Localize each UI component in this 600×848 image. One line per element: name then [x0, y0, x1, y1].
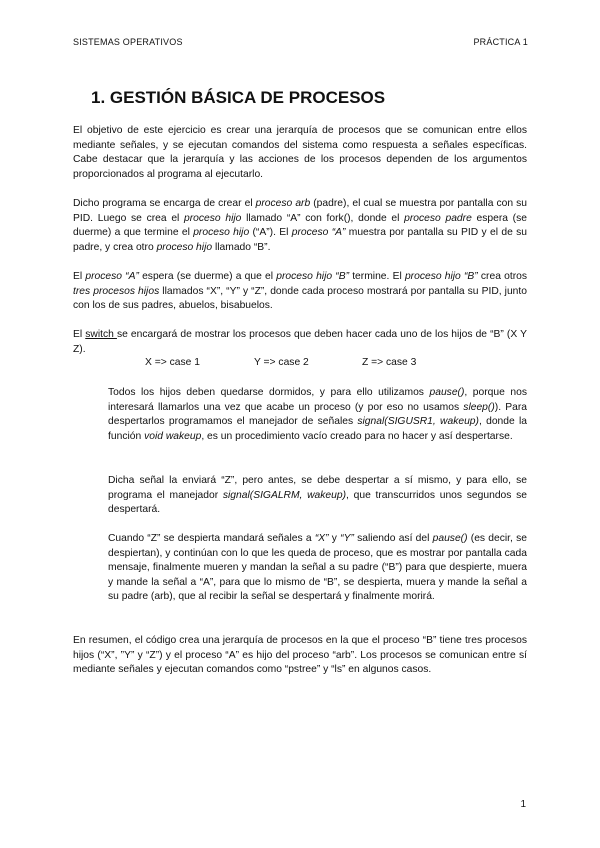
case-y: Y => case 2	[254, 357, 309, 368]
paragraph-summary: En resumen, el código crea una jerarquía de procesos en la que el proceso “B” tiene tres procesos hijos (“X”, ”Y” y “Z”) y el proceso “A” es hijo del proceso “arb”. Los procesos se comunican entre sí mediante señales y ejecutan comandos como “pstree” y “ls” en algunos casos.	[73, 635, 527, 676]
paragraph-pause: Todos los hijos deben quedarse dormidos, y para ello utilizamos pause(), porque nos interesará llamarlos una vez que acabe un proceso (y por eso no usamos sleep()). Para despertarlos programamos el manejador de señales signal(SIGUSR1, wakeup), donde la función void wakeup, es un procedimiento vacío creado para no hacer y así despertarse.	[108, 387, 528, 442]
paragraph-process-a: El proceso “A” espera (se duerme) a que el proceso hijo “B” termine. El proceso hijo “B” crea otros tres procesos hijos llamados “X”, “Y” y “Z”, donde cada proceso mostrará por pantalla su PID, junto con los de sus padres, abuelos, bisabuelos.	[73, 271, 527, 312]
paragraph-program: Dicho programa se encarga de crear el proceso arb (padre), el cual se muestra por pantalla con su PID. Luego se crea el proceso hijo llamado “A” con fork(), donde el proceso padre espera (se duerme) a que termine el proceso hijo (“A”). El proceso “A” muestra por pantalla su PID y el de su padre, y crea otro proceso hijo llamado “B”.	[73, 198, 527, 253]
header-left: SISTEMAS OPERATIVOS	[73, 37, 183, 47]
section-title: 1. GESTIÓN BÁSICA DE PROCESOS	[91, 88, 386, 107]
header-right: PRÁCTICA 1	[473, 37, 528, 47]
paragraph-objective: El objetivo de este ejercicio es crear una jerarquía de procesos que se comunican entre ellos mediante señales, y se ejecutan comandos del sistema como respuesta a señales específicas. Cabe destacar que la jerarquía y las acciones de los procesos dependen de los argumentos proporcionados al programa al ejecutarlo.	[73, 125, 527, 180]
case-z: Z => case 3	[362, 357, 417, 368]
paragraph-switch: El switch se encargará de mostrar los procesos que deben hacer cada uno de los hijos de “B” (X Y Z).	[73, 329, 527, 355]
page-number: 1	[520, 799, 526, 810]
paragraph-wakeup: Cuando “Z” se despierta mandará señales a “X” y “Y” saliendo así del pause() (es decir, se despiertan), y continúan con lo que les queda de proceso, que es mostrar por pantalla cada mensaje, finalmente mueren y mandan la señal a su padre (“B”) para que despierte, muera y mande la señal a “A”, para que lo mismo de “B”, se despierta, muera y mande la señal a su padre (arb), que al recibir la señal se despertará y finalmente morirá.	[108, 533, 527, 603]
paragraph-sigalrm: Dicha señal la enviará “Z”, pero antes, se debe despertar a sí mismo, y para ello, se programa el manejador signal(SIGALRM, wakeup), que transcurridos unos segundos se despertará.	[108, 475, 528, 516]
case-x: X => case 1	[145, 357, 200, 368]
